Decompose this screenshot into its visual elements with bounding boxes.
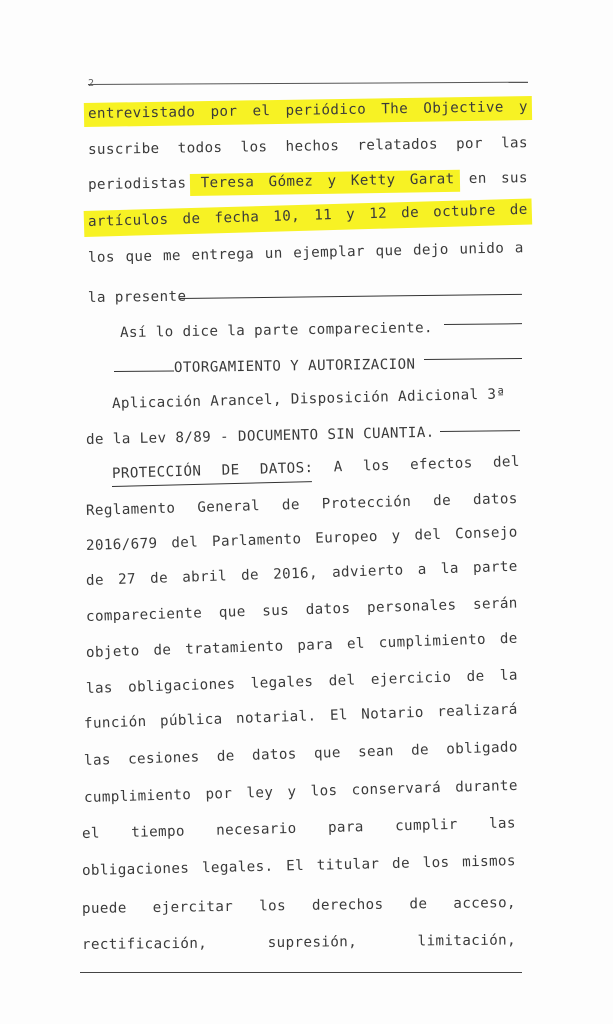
word: 12 — [368, 205, 388, 223]
word: un — [264, 245, 283, 262]
word: legales. — [201, 858, 274, 877]
word: El — [286, 857, 305, 875]
word: la — [440, 560, 460, 578]
word: ejercicio — [370, 669, 452, 689]
word: realizará — [437, 701, 519, 721]
doc-line-17 — [86, 667, 518, 697]
word: Europeo — [315, 528, 379, 547]
word: y — [345, 206, 356, 223]
word: entrevistado — [87, 104, 196, 122]
word: mismos — [462, 853, 517, 871]
word: supresión, — [267, 934, 358, 952]
doc-line-20 — [84, 778, 518, 806]
doc-line-7: Así lo dice la parte compareciente. — [119, 320, 434, 341]
word: notarial. — [235, 708, 317, 727]
word: que — [375, 242, 403, 260]
word: tratamiento — [184, 638, 284, 658]
page-number: 2 — [88, 78, 95, 89]
doc-line-13 — [86, 524, 518, 554]
word: dejo — [412, 241, 449, 259]
word: necesario — [215, 820, 297, 839]
word: DATOS: — [259, 460, 314, 478]
word: serán — [472, 595, 519, 613]
word: datos — [472, 490, 518, 509]
word: titular — [316, 856, 380, 874]
bottom-rule — [80, 972, 522, 973]
word: objeto — [85, 643, 140, 661]
doc-line-21 — [82, 815, 516, 842]
word: de — [182, 210, 201, 228]
word: me — [162, 247, 182, 265]
word: Ketty — [350, 172, 396, 189]
word: que — [125, 248, 153, 266]
word: abril — [181, 568, 228, 586]
word: relatados — [357, 136, 439, 154]
word: y — [391, 528, 401, 545]
doc-line-11 — [112, 454, 520, 482]
word: los — [422, 854, 450, 872]
word: PROTECCIÓN — [111, 463, 202, 482]
word: ley — [246, 784, 274, 802]
word: Gómez — [268, 173, 314, 191]
word: parte — [472, 558, 518, 577]
word: las — [488, 815, 517, 833]
word: de — [153, 642, 172, 659]
word: para — [327, 819, 364, 836]
doc-line-10: de la Lev 8/89 - DOCUMENTO SIN CUANTIA. — [85, 424, 435, 448]
word: la — [499, 667, 519, 684]
word: cumplir — [394, 816, 458, 835]
word: obligado — [446, 739, 519, 758]
doc-line-19 — [84, 739, 518, 769]
doc-line-14 — [86, 559, 518, 589]
fill-dash-line-8-right — [424, 358, 522, 360]
word: El — [329, 707, 349, 724]
word: que — [218, 603, 246, 621]
word: a — [417, 561, 427, 578]
word: función — [83, 713, 147, 732]
word: de — [400, 204, 420, 222]
word: entrega — [191, 246, 255, 264]
word: del — [414, 526, 442, 544]
word: cumplimiento — [378, 631, 487, 652]
word: ejemplar — [293, 243, 366, 262]
word: Objective — [423, 99, 504, 117]
word: del — [171, 534, 199, 552]
word: compareciente — [85, 605, 203, 625]
word: de — [499, 630, 518, 648]
word: Notario — [361, 704, 425, 723]
word: del — [328, 672, 356, 690]
word: los — [310, 782, 338, 800]
doc-line-18 — [84, 702, 518, 732]
word: por — [205, 785, 233, 803]
word: conservará — [351, 780, 442, 799]
word: durante — [455, 777, 519, 796]
word: rectificación, — [81, 935, 208, 953]
word: a — [514, 240, 524, 257]
word: advierto — [331, 562, 404, 581]
word: las — [500, 135, 528, 152]
word: los — [87, 249, 116, 266]
word: de — [149, 570, 169, 587]
word: el — [252, 103, 271, 120]
word: unido — [459, 240, 505, 258]
word: las — [85, 680, 114, 697]
word: DE — [221, 462, 240, 479]
doc-line-15 — [86, 595, 518, 625]
word: The — [381, 100, 409, 118]
word: de — [410, 742, 430, 759]
word: A — [333, 459, 343, 476]
word: ejercitar — [152, 898, 234, 917]
fill-dash-line-6 — [180, 294, 522, 299]
word: octubre — [432, 202, 496, 221]
word: 27 — [117, 571, 137, 588]
fill-dash-line-10 — [440, 430, 520, 432]
word: para — [297, 636, 334, 654]
word: suscribe — [87, 140, 160, 158]
word: y — [518, 99, 529, 116]
word: efectos — [409, 455, 473, 474]
word: limitación, — [417, 932, 517, 950]
word: el — [81, 825, 101, 842]
word: de — [432, 492, 452, 510]
word: datos — [251, 746, 297, 764]
word: por — [455, 135, 483, 153]
word: cesiones — [127, 749, 200, 768]
word: artículos — [87, 211, 169, 230]
word: sus — [500, 170, 528, 187]
fill-dash-line-7 — [444, 323, 522, 325]
word: periodistas — [87, 175, 187, 193]
word: el — [346, 635, 366, 653]
word: 10, — [273, 208, 301, 225]
word: periódico — [285, 101, 367, 119]
doc-line-22 — [82, 853, 516, 879]
top-rule — [88, 82, 528, 85]
word: 11 — [313, 207, 333, 224]
word: obligaciones — [127, 676, 236, 696]
word: los — [259, 898, 287, 915]
word: fecha — [214, 209, 260, 227]
word: acceso, — [453, 894, 517, 912]
word: de — [409, 896, 428, 913]
doc-line-2 — [88, 135, 528, 158]
doc-line-5 — [88, 240, 524, 266]
word: 2016, — [272, 565, 319, 583]
fill-dash-line-8-left — [114, 370, 174, 372]
word: que — [313, 744, 342, 762]
doc-line-12 — [86, 491, 518, 519]
word: por — [210, 103, 238, 121]
word: y — [327, 173, 337, 190]
word: sean — [357, 743, 395, 761]
word: los — [362, 457, 391, 475]
word: de — [509, 201, 528, 219]
word: Protección — [321, 493, 412, 513]
word: Parlamento — [211, 531, 302, 551]
word: hechos — [285, 138, 340, 155]
word: las — [83, 752, 112, 769]
word: y — [287, 784, 297, 801]
doc-line-23 — [82, 895, 516, 917]
doc-line-9: Aplicación Arancel, Disposición Adicional 3ª — [111, 386, 506, 412]
word: del — [492, 453, 521, 471]
word: sus — [262, 602, 290, 620]
doc-line-16 — [86, 631, 518, 661]
word: personales — [366, 597, 457, 617]
word: en — [468, 170, 487, 188]
word: obligaciones — [81, 860, 190, 879]
word: de — [240, 567, 260, 584]
word: puede — [81, 900, 127, 917]
word: derechos — [311, 896, 384, 914]
doc-line-6: la presente — [87, 288, 187, 306]
underline-proteccion-de-datos — [112, 481, 312, 487]
word: 2016/679 — [85, 535, 158, 554]
word: tiempo — [131, 823, 186, 841]
word: de — [216, 748, 236, 765]
word: todos — [177, 139, 223, 157]
doc-line-24 — [82, 932, 516, 953]
word: de — [391, 855, 411, 872]
word: de — [281, 497, 301, 514]
word: legales — [250, 673, 314, 692]
word: pública — [159, 711, 223, 730]
word: los — [240, 139, 268, 156]
word: de — [85, 572, 105, 589]
word: General — [197, 498, 261, 516]
doc-line-8: OTORGAMIENTO Y AUTORIZACION — [173, 356, 416, 376]
word: de — [466, 668, 485, 686]
word: Garat — [409, 171, 455, 188]
word: Reglamento — [85, 500, 176, 519]
word: datos — [305, 600, 351, 619]
word: cumplimiento — [83, 787, 192, 806]
word: Teresa — [200, 174, 255, 192]
word: Consejo — [454, 524, 518, 543]
